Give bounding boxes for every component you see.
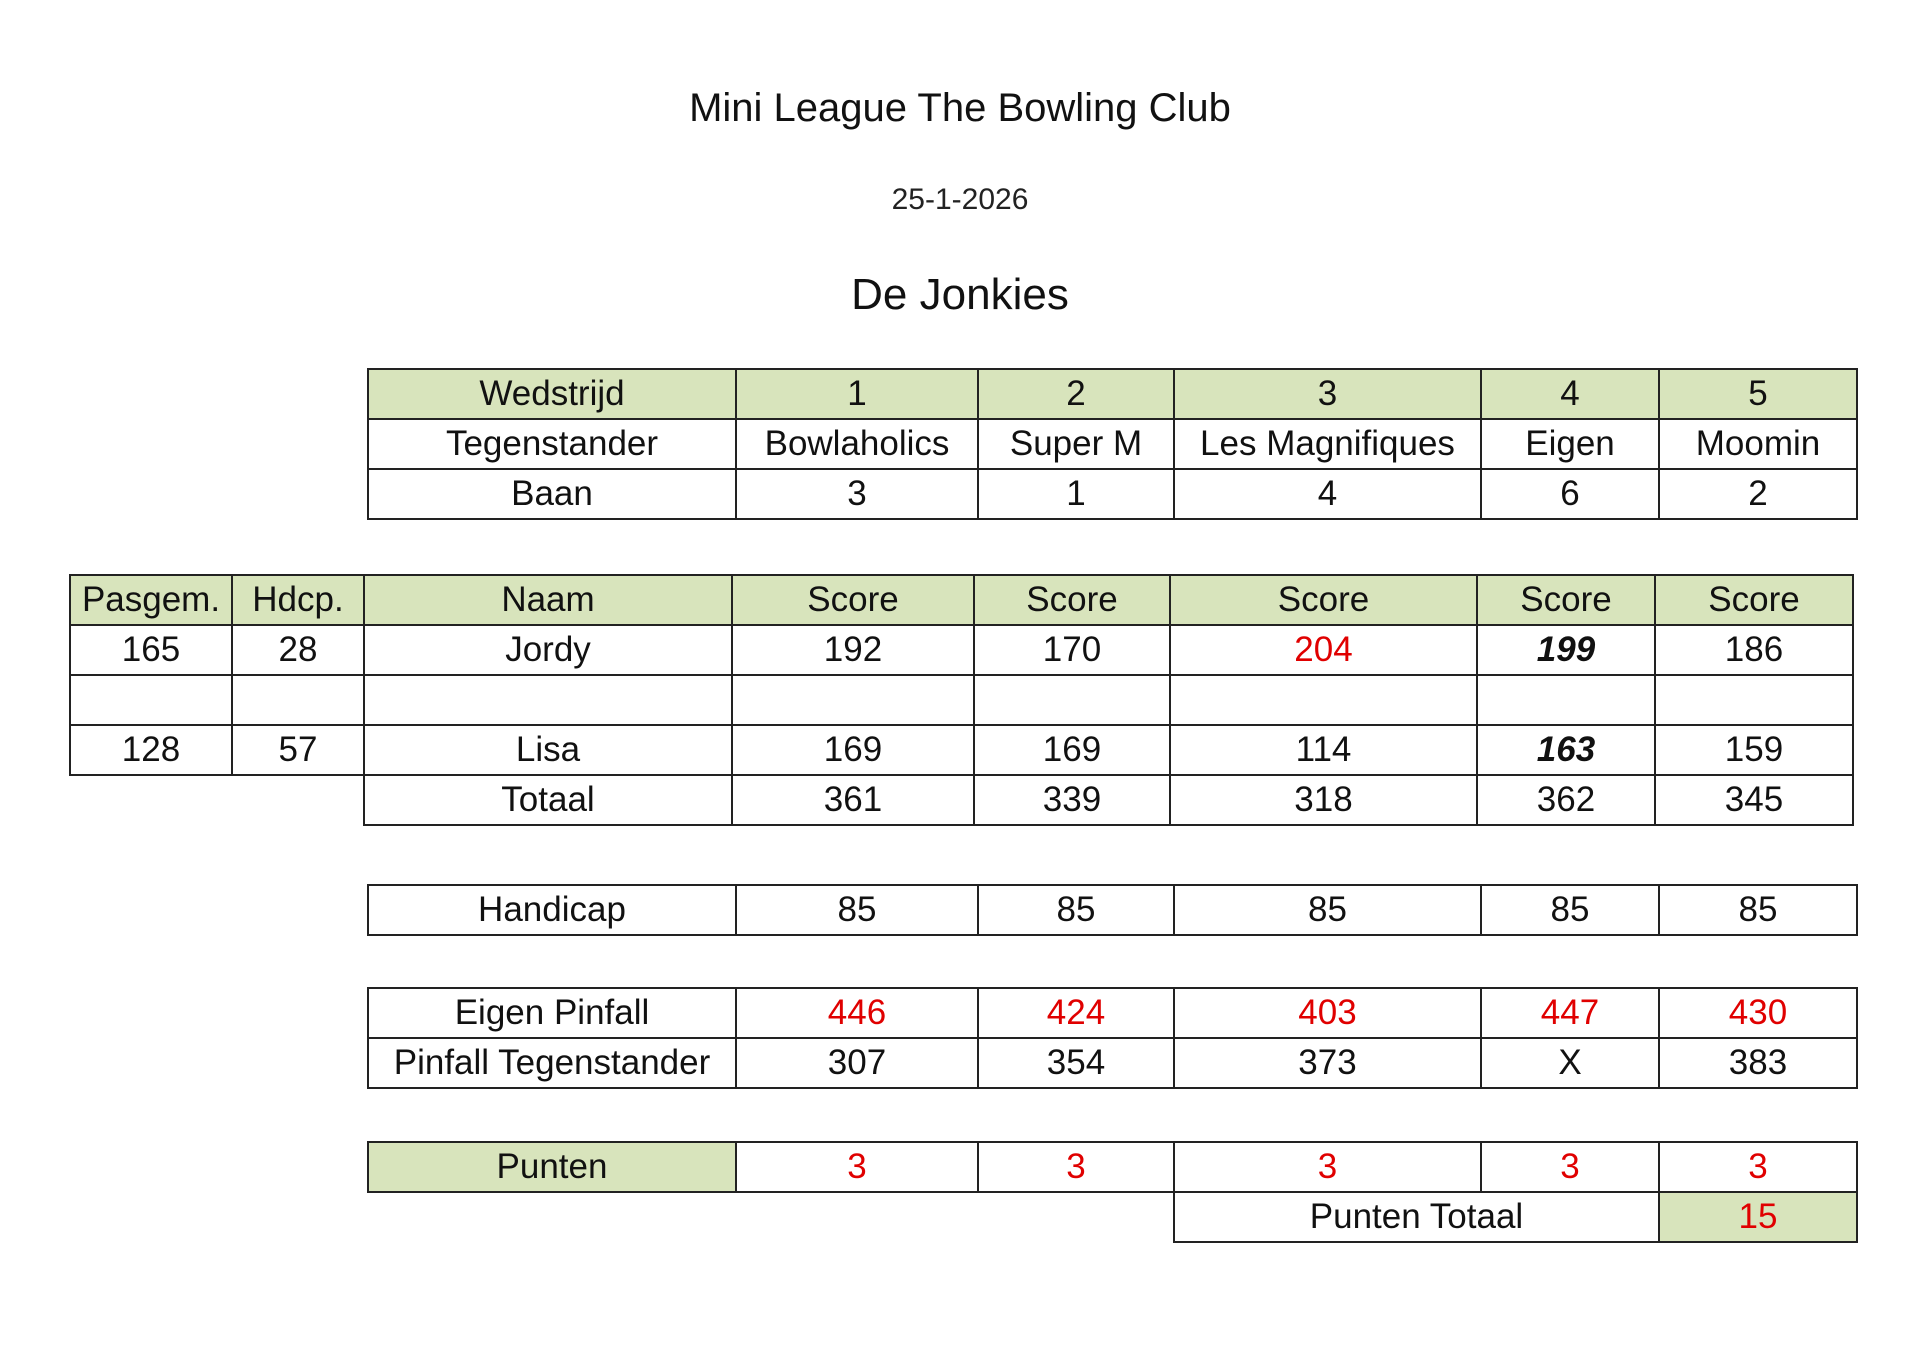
totaal-cell: 345 [1655,775,1853,825]
eigen-pinfall-cell: 424 [978,988,1174,1038]
naam-header: Naam [364,575,732,625]
player-score-italic: 163 [1477,725,1655,775]
match-info-table [367,368,1858,520]
punten-cell: 3 [736,1142,978,1192]
tegenstander-cell: Les Magnifiques [1174,419,1481,469]
handicap-label: Handicap [368,885,736,935]
totaal-row [70,775,1853,825]
wedstrijd-row [368,369,1857,419]
player-naam: Lisa [364,725,732,775]
spacer-cell [736,1192,978,1242]
player-hdcp: 57 [232,725,364,775]
player-score [732,675,974,725]
player-naam [364,675,732,725]
player-score: 169 [732,725,974,775]
hdcp-header: Hdcp. [232,575,364,625]
handicap-table [367,884,1858,936]
pinfall-table [367,987,1858,1089]
pinfall-tegenstander-cell: 383 [1659,1038,1857,1088]
player-score: 169 [974,725,1170,775]
eigen-pinfall-cell: 446 [736,988,978,1038]
tegenstander-cell: Eigen [1481,419,1659,469]
baan-label: Baan [368,469,736,519]
punten-cell: 3 [1174,1142,1481,1192]
player-row [70,625,1853,675]
tegenstander-cell: Super M [978,419,1174,469]
eigen-pinfall-cell: 447 [1481,988,1659,1038]
player-score [1655,675,1853,725]
player-hdcp [232,675,364,725]
player-naam: Jordy [364,625,732,675]
punten-row [368,1142,1857,1192]
pinfall-tegenstander-cell: 354 [978,1038,1174,1088]
punten-cell: 3 [1481,1142,1659,1192]
player-score: 170 [974,625,1170,675]
team-name: De Jonkies [851,270,1069,319]
baan-row [368,469,1857,519]
punten-totaal-label: Punten Totaal [1174,1192,1659,1242]
eigen-pinfall-label: Eigen Pinfall [368,988,736,1038]
player-score: 186 [1655,625,1853,675]
eigen-pinfall-row [368,988,1857,1038]
spacer-cell [232,775,364,825]
player-hdcp: 28 [232,625,364,675]
handicap-cell: 85 [1174,885,1481,935]
totaal-cell: 339 [974,775,1170,825]
totaal-cell: 362 [1477,775,1655,825]
wedstrijd-cell: 1 [736,369,978,419]
punten-table [367,1141,1858,1243]
wedstrijd-label: Wedstrijd [368,369,736,419]
pinfall-tegenstander-cell: 373 [1174,1038,1481,1088]
scores-header-row [70,575,1853,625]
score-header: Score [1170,575,1477,625]
spacer-cell [978,1192,1174,1242]
tegenstander-row [368,419,1857,469]
punten-cell: 3 [1659,1142,1857,1192]
pasgem-header: Pasgem. [70,575,232,625]
score-header: Score [974,575,1170,625]
handicap-row [368,885,1857,935]
totaal-cell: 361 [732,775,974,825]
spacer-cell [368,1192,736,1242]
eigen-pinfall-cell: 430 [1659,988,1857,1038]
punten-totaal-row [368,1192,1857,1242]
player-pasgem: 128 [70,725,232,775]
tegenstander-cell: Bowlaholics [736,419,978,469]
totaal-cell: 318 [1170,775,1477,825]
tegenstander-cell: Moomin [1659,419,1857,469]
baan-cell: 3 [736,469,978,519]
match-date: 25-1-2026 [891,183,1029,216]
page-title: Mini League The Bowling Club [689,86,1231,130]
player-score [974,675,1170,725]
player-pasgem: 165 [70,625,232,675]
pinfall-tegenstander-cell: X [1481,1038,1659,1088]
baan-cell: 4 [1174,469,1481,519]
player-row-empty [70,675,1853,725]
baan-cell: 2 [1659,469,1857,519]
punten-label: Punten [368,1142,736,1192]
player-score: 114 [1170,725,1477,775]
wedstrijd-cell: 5 [1659,369,1857,419]
scores-table [69,574,1854,826]
player-score [1477,675,1655,725]
baan-cell: 6 [1481,469,1659,519]
baan-cell: 1 [978,469,1174,519]
wedstrijd-cell: 4 [1481,369,1659,419]
pinfall-tegenstander-cell: 307 [736,1038,978,1088]
player-score: 159 [1655,725,1853,775]
player-score [1170,675,1477,725]
score-header: Score [1477,575,1655,625]
player-score-italic: 199 [1477,625,1655,675]
tegenstander-label: Tegenstander [368,419,736,469]
score-header: Score [1655,575,1853,625]
player-score: 192 [732,625,974,675]
player-row [70,725,1853,775]
wedstrijd-cell: 3 [1174,369,1481,419]
handicap-cell: 85 [736,885,978,935]
wedstrijd-cell: 2 [978,369,1174,419]
spacer-cell [70,775,232,825]
punten-totaal-value: 15 [1659,1192,1857,1242]
score-header: Score [732,575,974,625]
punten-cell: 3 [978,1142,1174,1192]
handicap-cell: 85 [1659,885,1857,935]
player-pasgem [70,675,232,725]
pinfall-tegenstander-label: Pinfall Tegenstander [368,1038,736,1088]
totaal-label: Totaal [364,775,732,825]
eigen-pinfall-cell: 403 [1174,988,1481,1038]
player-score-high: 204 [1170,625,1477,675]
handicap-cell: 85 [978,885,1174,935]
pinfall-tegenstander-row [368,1038,1857,1088]
handicap-cell: 85 [1481,885,1659,935]
